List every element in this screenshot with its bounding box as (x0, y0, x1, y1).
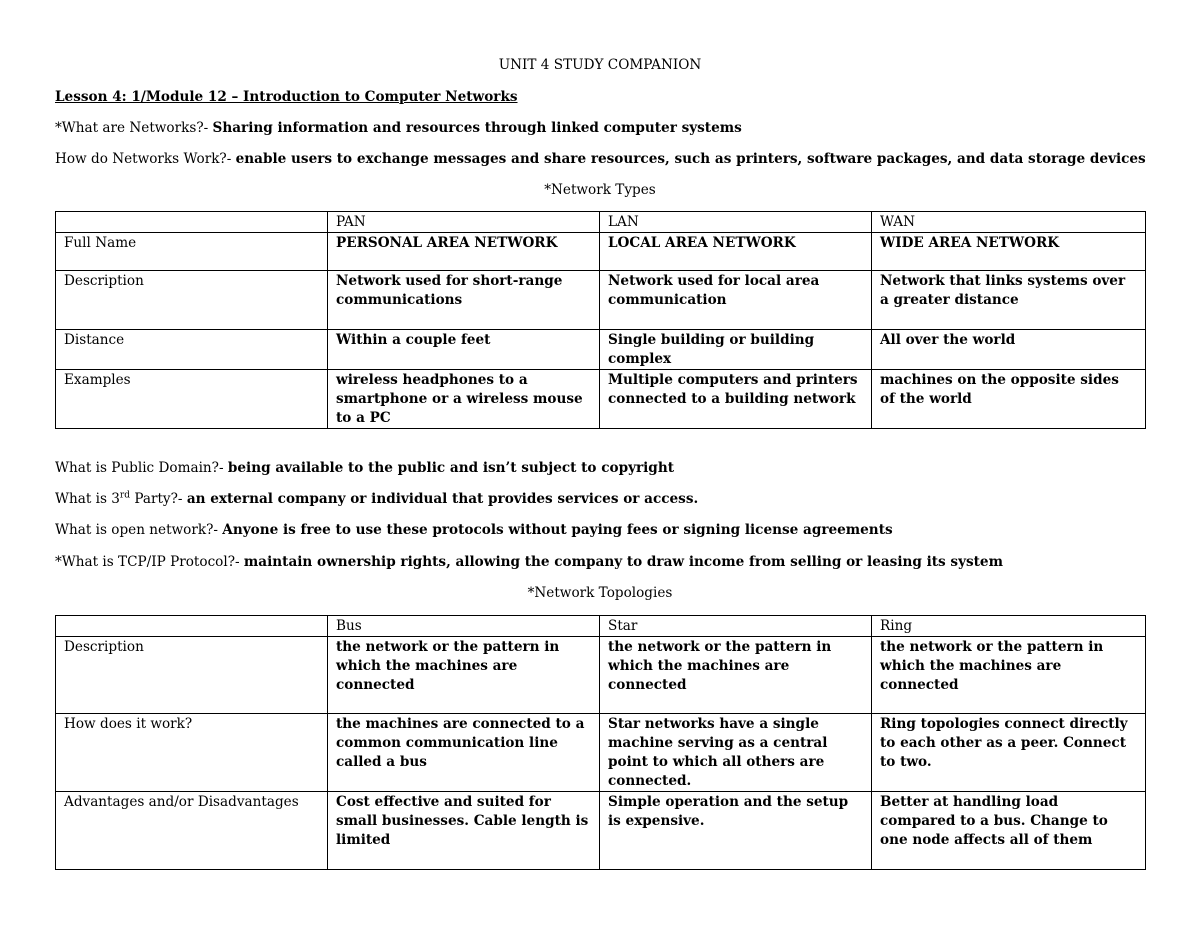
table-cell: LOCAL AREA NETWORK (600, 233, 872, 271)
table-cell: Single building or building complex (600, 330, 872, 370)
table-cell: the network or the pattern in which the machines are connected (328, 637, 600, 714)
question-prefix: What is 3 (55, 491, 120, 507)
table-cell: PERSONAL AREA NETWORK (328, 233, 600, 271)
table-cell: Better at handling load compared to a bus. Change to one node affects all of them (872, 792, 1146, 870)
question (55, 491, 187, 507)
qa-public-domain (55, 460, 674, 476)
qa-open-network (55, 522, 893, 538)
question: What is Public Domain?- (55, 460, 228, 476)
table-cell: machines on the opposite sides of the world (872, 370, 1146, 429)
answer: an external company or individual that provides services or access. (186, 491, 699, 507)
table-cell: Star networks have a single machine serving as a central point to which all others are connected. (600, 714, 872, 792)
answer: Sharing information and resources through linked computer systems (212, 120, 742, 136)
table-cell: Cost effective and suited for small businesses. Cable length is limited (328, 792, 600, 870)
table-header-row (56, 616, 1146, 637)
row-label: Full Name (56, 233, 328, 271)
row-label: Advantages and/or Disadvantages (56, 792, 328, 870)
answer: Anyone is free to use these protocols without paying fees or signing license agreements (222, 522, 893, 538)
document-title: UNIT 4 STUDY COMPANION (498, 57, 702, 73)
table-header-row (56, 212, 1146, 233)
header-cell-star: Star (600, 616, 872, 637)
table-cell: wireless headphones to a smartphone or a wireless mouse to a PC (328, 370, 600, 429)
table-cell: Ring topologies connect directly to each other as a peer. Connect to two. (872, 714, 1146, 792)
table-cell: WIDE AREA NETWORK (872, 233, 1146, 271)
network-types-table (55, 211, 1146, 429)
topologies-table (55, 615, 1146, 870)
header-cell-pan: PAN (328, 212, 600, 233)
table-row (56, 233, 1146, 271)
header-cell (56, 212, 328, 233)
row-label: Description (56, 271, 328, 330)
network-types-heading: *Network Types (544, 182, 656, 198)
question: *What is TCP/IP Protocol?- (55, 554, 244, 570)
table-cell: Within a couple feet (328, 330, 600, 370)
answer: enable users to exchange messages and share resources, such as printers, software packages, and data storage devices (235, 151, 1146, 167)
table-cell: All over the world (872, 330, 1146, 370)
qa-networks (55, 120, 742, 136)
answer: maintain ownership rights, allowing the company to draw income from selling or leasing its system (243, 554, 1003, 570)
question-suffix: Party?- (130, 491, 187, 507)
row-label: Examples (56, 370, 328, 429)
question: What is open network?- (55, 522, 223, 538)
table-row (56, 370, 1146, 429)
table-row (56, 271, 1146, 330)
qa-tcp-ip (55, 554, 1003, 570)
answer: being available to the public and isn’t subject to copyright (227, 460, 674, 476)
row-label: Distance (56, 330, 328, 370)
question: *What are Networks?- (55, 120, 213, 136)
table-row (56, 330, 1146, 370)
table-row (56, 792, 1146, 870)
header-cell-bus: Bus (328, 616, 600, 637)
topologies-heading: *Network Topologies (527, 585, 673, 601)
table-row (56, 714, 1146, 792)
table-cell: the machines are connected to a common communication line called a bus (328, 714, 600, 792)
header-cell (56, 616, 328, 637)
table-cell: Simple operation and the setup is expensive. (600, 792, 872, 870)
table-cell: Multiple computers and printers connected to a building network (600, 370, 872, 429)
qa-how-networks-work (55, 151, 1146, 167)
lesson-heading: Lesson 4: 1/Module 12 – Introduction to Computer Networks (55, 89, 518, 105)
ordinal-superscript: rd (119, 490, 130, 501)
table-cell: Network that links systems over a greater distance (872, 271, 1146, 330)
header-cell-lan: LAN (600, 212, 872, 233)
table-row (56, 637, 1146, 714)
qa-third-party (55, 491, 698, 507)
question: How do Networks Work?- (55, 151, 236, 167)
table-cell: Network used for short-range communications (328, 271, 600, 330)
table-cell: the network or the pattern in which the machines are connected (872, 637, 1146, 714)
header-cell-wan: WAN (872, 212, 1146, 233)
table-cell: Network used for local area communication (600, 271, 872, 330)
header-cell-ring: Ring (872, 616, 1146, 637)
table-cell: the network or the pattern in which the machines are connected (600, 637, 872, 714)
row-label: How does it work? (56, 714, 328, 792)
row-label: Description (56, 637, 328, 714)
